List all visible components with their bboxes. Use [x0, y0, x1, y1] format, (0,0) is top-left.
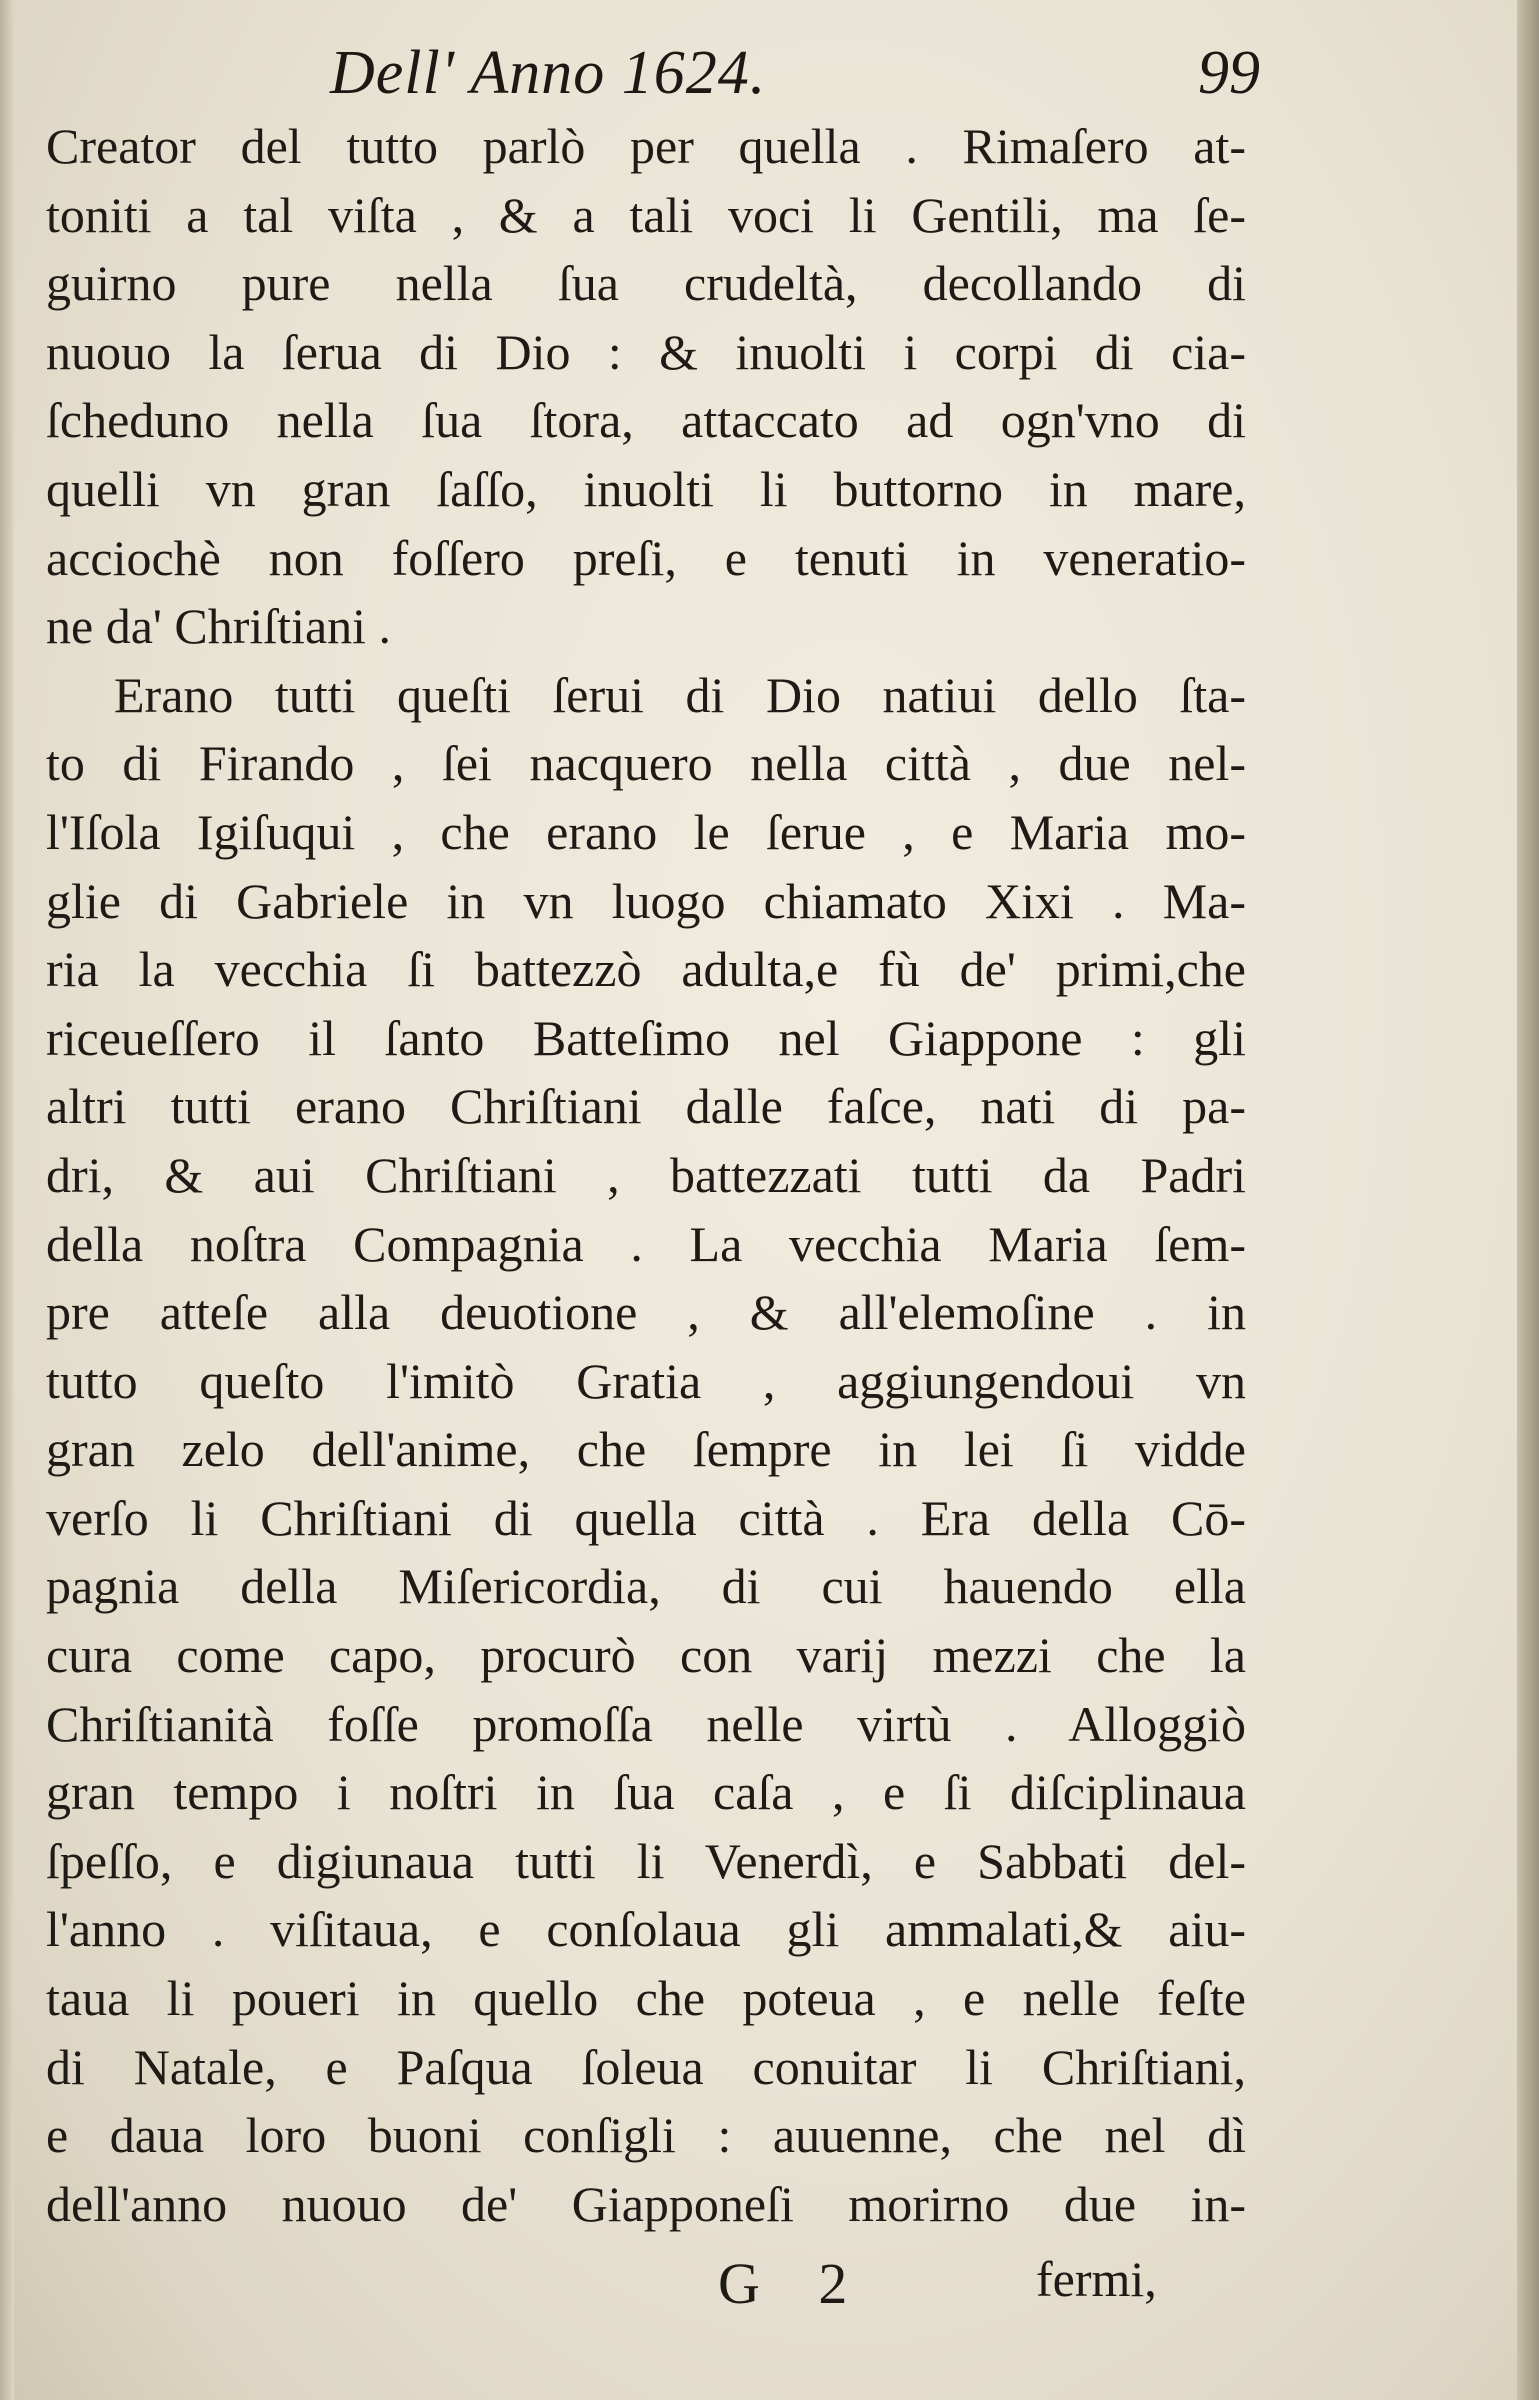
text-line: riceueſſero il ſanto Batteſimo nel Giappone : gli [46, 1009, 1246, 1066]
text-line: nuouo la ſerua di Dio : & inuolti i corpi di cia- [46, 323, 1246, 380]
page-number: 99 [1198, 39, 1260, 107]
text-line: altri tutti erano Chriſtiani dalle faſce, nati di pa- [46, 1078, 1246, 1135]
text-line: tutto queſto l'imitò Gratia , aggiungendoui vn [46, 1352, 1246, 1409]
text-line: glie di Gabriele in vn luogo chiamato Xixi . Ma- [46, 872, 1246, 929]
signature-mark: G 2 [718, 2251, 870, 2316]
text-line: acciochè non foſſero preſi, e tenuti in veneratio- [46, 529, 1246, 586]
text-line: e daua loro buoni conſigli : auuenne, che nel dì [46, 2107, 1246, 2164]
text-line: l'anno . viſitaua, e conſolaua gli ammalati,& aiu- [46, 1901, 1246, 1958]
page-footer [0, 2250, 1539, 2330]
text-line: dell'anno nuouo de' Giapponeſi morirno due in- [46, 2175, 1246, 2232]
text-line: ſpeſſo, e digiunaua tutti li Venerdì, e Sabbati del- [46, 1832, 1246, 1889]
text-line: ſcheduno nella ſua ſtora, attaccato ad ogn'vno di [46, 392, 1246, 449]
body-text [46, 112, 1246, 2238]
running-head: Dell' Anno 1624. [330, 39, 767, 107]
text-line: taua li poueri in quello che poteua , e nelle feſte [46, 1970, 1246, 2027]
text-line: quelli vn gran ſaſſo, inuolti li buttorno in mare, [46, 460, 1246, 517]
text-line: pre atteſe alla deuotione , & all'elemoſine . in [46, 1284, 1246, 1341]
text-line: Chriſtianità foſſe promoſſa nelle virtù . Alloggiò [46, 1695, 1246, 1752]
text-line: Creator del tutto parlò per quella . Rimaſero at- [46, 118, 1246, 174]
text-line: gran zelo dell'anime, che ſempre in lei ſi vidde [46, 1421, 1246, 1478]
text-line: toniti a tal viſta , & a tali voci li Gentili, ma ſe- [46, 186, 1246, 243]
text-line: pagnia della Miſericordia, di cui hauendo ella [46, 1558, 1246, 1615]
text-line: cura come capo, procurò con varij mezzi che la [46, 1627, 1246, 1684]
catchword: fermi, [1036, 2251, 1157, 2307]
page-outer-edge [1517, 0, 1539, 2400]
text-line: dri, & aui Chriſtiani , battezzati tutti da Padri [46, 1146, 1246, 1203]
text-line: to di Firando , ſei nacquero nella città , due nel- [46, 735, 1246, 792]
text-line: guirno pure nella ſua crudeltà, decollando di [46, 255, 1246, 312]
text-line: gran tempo i noſtri in ſua caſa , e ſi diſciplinaua [46, 1764, 1246, 1821]
text-line: l'Iſola Igiſuqui , che erano le ſerue , e Maria mo- [46, 803, 1246, 860]
text-line: di Natale, e Paſqua ſoleua conuitar li Chriſtiani, [46, 2038, 1246, 2095]
page-header [300, 28, 1260, 118]
paragraph-start-line: Erano tutti queſti ſerui di Dio natiui dello ſta- [114, 666, 1246, 723]
page-gutter-shadow [0, 0, 14, 2400]
text-line: della noſtra Compagnia . La vecchia Maria ſem- [46, 1215, 1246, 1272]
text-line: verſo li Chriſtiani di quella città . Era della Cō- [46, 1489, 1246, 1546]
text-line: ria la vecchia ſi battezzò adulta,e fù de' primi,che [46, 941, 1246, 998]
text-line: ne da' Chriſtiani . [46, 598, 392, 655]
